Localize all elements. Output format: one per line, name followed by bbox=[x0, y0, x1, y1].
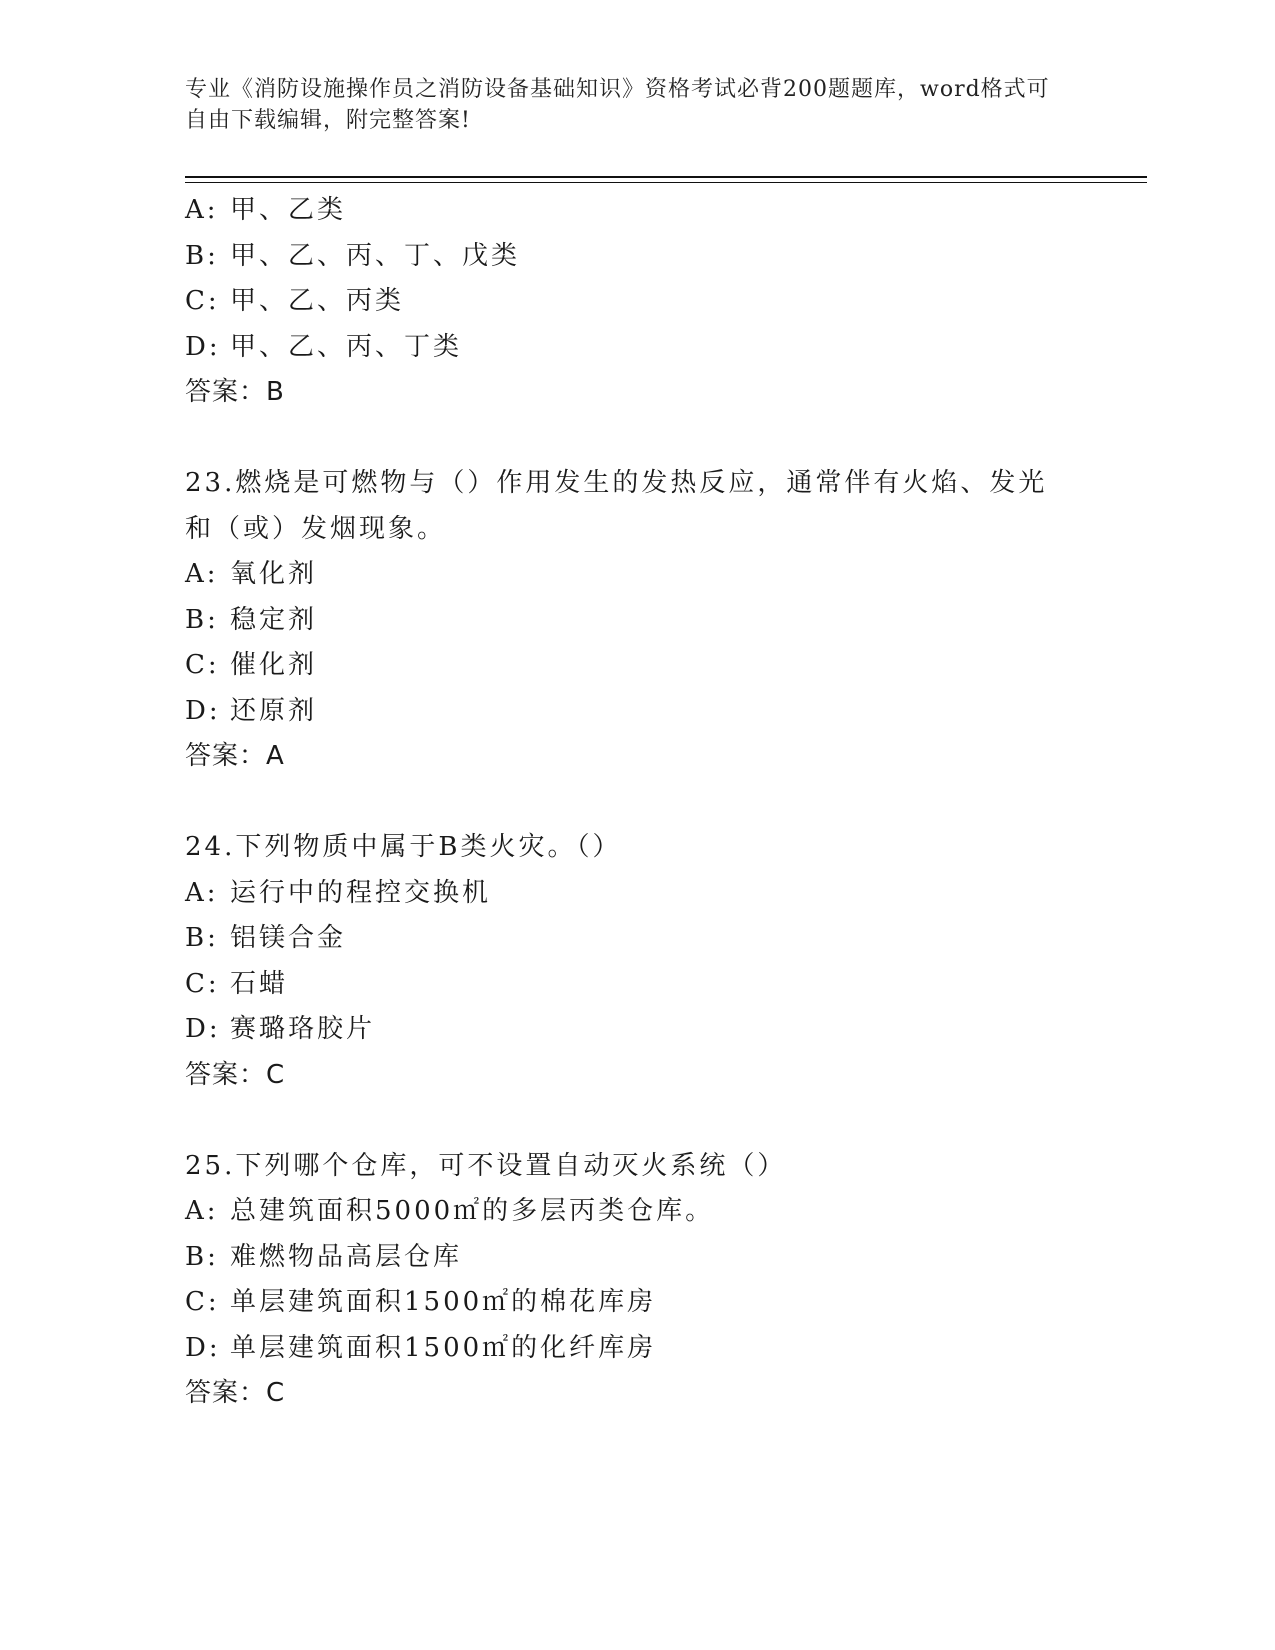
option-a: A: 运行中的程控交换机 bbox=[185, 877, 492, 908]
question-spacer bbox=[185, 416, 1085, 462]
option-d: D: 单层建筑面积1500㎡的化纤库房 bbox=[185, 1332, 657, 1363]
answer-label: 答案：A bbox=[185, 741, 285, 771]
question-list bbox=[185, 188, 1085, 1417]
option-a: A: 氧化剂 bbox=[185, 559, 318, 589]
option-a: A: 甲、乙类 bbox=[185, 195, 347, 225]
option-b: B: 铝镁合金 bbox=[185, 923, 347, 953]
header-divider-thin bbox=[185, 182, 1147, 183]
option-d: D: 甲、乙、丙、丁类 bbox=[185, 331, 463, 362]
question-block-23 bbox=[185, 461, 1085, 780]
question-spacer bbox=[185, 1098, 1085, 1144]
answer-label: 答案：C bbox=[185, 1059, 286, 1090]
option-d: D: 还原剂 bbox=[185, 695, 318, 726]
header-divider-thick bbox=[185, 176, 1147, 178]
option-b: B: 稳定剂 bbox=[185, 604, 318, 635]
option-c: C: 石蜡 bbox=[185, 968, 289, 999]
question-block-22 bbox=[185, 188, 1085, 416]
question-stem: 25.下列哪个仓库，可不设置自动灭火系统（） bbox=[185, 1150, 787, 1181]
answer-label: 答案：C bbox=[185, 1378, 286, 1408]
option-c: C: 甲、乙、丙类 bbox=[185, 286, 405, 316]
option-b: B: 甲、乙、丙、丁、戊类 bbox=[185, 240, 521, 271]
option-d: D: 赛璐珞胶片 bbox=[185, 1014, 376, 1044]
question-stem: 24.下列物质中属于B类火灾。（） bbox=[185, 832, 622, 862]
question-block-25 bbox=[185, 1144, 1085, 1417]
document-header: 专业《消防设施操作员之消防设备基础知识》资格考试必背200题题库，word格式可自由下载编辑，附完整答案! bbox=[185, 77, 1050, 133]
option-c: C: 催化剂 bbox=[185, 650, 318, 680]
option-b: B: 难燃物品高层仓库 bbox=[185, 1241, 463, 1272]
option-c: C: 单层建筑面积1500㎡的棉花库房 bbox=[185, 1287, 657, 1317]
answer-label: 答案：B bbox=[185, 377, 285, 407]
question-spacer bbox=[185, 780, 1085, 826]
question-block-24 bbox=[185, 825, 1085, 1098]
question-stem: 23.燃烧是可燃物与（）作用发生的发热反应，通常伴有火焰、发光和（或）发烟现象。 bbox=[185, 468, 1048, 544]
option-a: A: 总建筑面积5000㎡的多层丙类仓库。 bbox=[185, 1196, 715, 1226]
